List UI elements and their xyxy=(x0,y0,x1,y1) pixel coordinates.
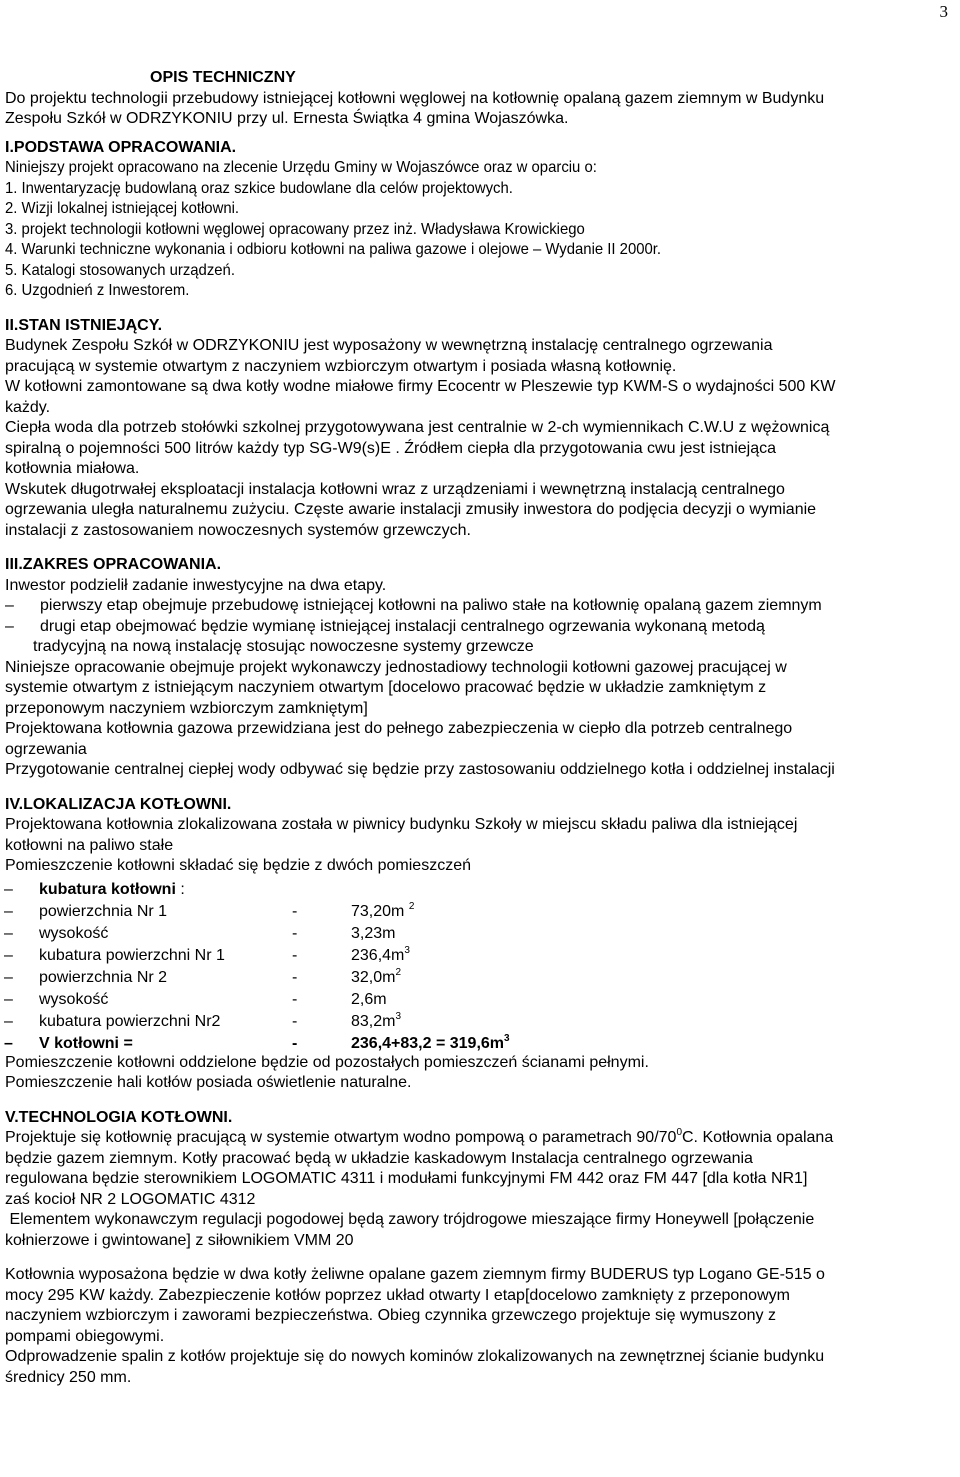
paragraph-line: Projektowana kotłownia gazowa przewidziana jest do pełnego zabezpieczenia w ciepło dla potrzeb centralnego xyxy=(5,720,793,737)
intro-line: Zespołu Szkół w ODRZYKONIU przy ul. Ernesta Świątka 4 gmina Wojaszówka. xyxy=(5,110,569,127)
paragraph-line: Wskutek długotrwałej eksploatacji instalacja kotłowni wraz z urządzeniami i wewnętrzną instalacją centralnego xyxy=(5,480,785,498)
section-heading-stan: II.STAN ISTNIEJĄCY. xyxy=(5,316,163,334)
list-item: 5. Katalogi stosowanych urządzeń. xyxy=(5,261,235,279)
paragraph-line: W kotłowni zamontowane są dwa kotły wodne miałowe firmy Ecocentr w Pleszewie typ KWM-S o wydajności 500 KW xyxy=(5,378,836,395)
document-body xyxy=(5,68,955,1388)
paragraph-line: Pomieszczenie hali kotłów posiada oświetlenie naturalne. xyxy=(5,1074,412,1091)
paragraph-line: Projektowana kotłownia zlokalizowana została w piwnicy budynku Szkoły w miejscu składu paliwa dla istniejącej xyxy=(5,816,798,833)
paragraph-line: Odprowadzenie spalin z kotłów projektuje się do nowych kominów zlokalizowanych na zewnętrznej ścianie budynku xyxy=(5,1348,825,1365)
section-heading-zakres: III.ZAKRES OPRACOWANIA. xyxy=(5,556,222,573)
dash-bullet-icon: – xyxy=(5,597,14,614)
cubature-table xyxy=(4,877,510,1053)
section-lead: Inwestor podzielił zadanie inwestycyjne na dwa etapy. xyxy=(5,576,387,594)
paragraph-line: Elementem wykonawczym regulacji pogodowej będą zawory trójdrogowe mieszające firmy Honeywell [połączenie xyxy=(5,1211,815,1228)
paragraph-line: systemie otwartym z istniejącym naczyniem otwartym [docelowo pracować będzie w układzie zamkniętym z xyxy=(5,679,767,696)
dash-bullet-icon: – xyxy=(4,1034,13,1052)
table-row: – kubatura powierzchni Nr 1 - $236,4m^3$ xyxy=(4,944,410,964)
paragraph-line: ogrzewania uległa naturalnemu zużyciu. Częste awarie instalacji zmusiły inwestora do podjęcia decyzji o wymianie xyxy=(5,501,817,518)
paragraph-line: instalacji z zastosowaniem nowoczesnych systemów grzewczych. xyxy=(5,521,471,539)
cubature-label: kubatura kotłowni xyxy=(39,880,176,898)
paragraph-line: każdy. xyxy=(5,398,51,416)
paragraph-line: Niniejsze opracowanie obejmuje projekt wykonawczy jednostadiowy technologii kotłowni gazowej pracującej w xyxy=(5,658,787,676)
paragraph-line: zaś kocioł NR 2 LOGOMATIC 4312 xyxy=(5,1190,256,1208)
paragraph-line: pracującą w systemie otwartym z naczyniem wzbiorczym otwartym i posiada własną kotłownię. xyxy=(5,357,677,375)
paragraph-line: przeponowym naczyniem wzbiorczym zamkniętym] xyxy=(5,699,368,717)
table-row: – powierzchnia Nr 1 - 73,20m $^2$ xyxy=(4,900,415,920)
table-row: – powierzchnia Nr 2 - $32,0m^2$ xyxy=(4,966,402,986)
table-row: – wysokość - 2,6m xyxy=(4,987,510,1009)
paragraph-line: kotłowni na paliwo stałe xyxy=(5,836,174,854)
list-item: 2. Wizji lokalnej istniejącej kotłowni. xyxy=(5,200,240,217)
paragraph-line: Pomieszczenie kotłowni składać się będzie z dwóch pomieszczeń xyxy=(5,857,471,874)
dash-list-item: – pierwszy etap obejmuje przebudowę istniejącej kotłowni na paliwo stałe na kotłownię opalaną gazem ziemnym xyxy=(5,596,955,617)
paragraph-line: naczyniem wzbiorczym i zaworami bezpieczeństwa. Obieg czynnika grzewczego projektuje się wymuszony z xyxy=(5,1307,776,1324)
page-number: 3 xyxy=(939,2,948,21)
paragraph-line: Ciepła woda dla potrzeb stołówki szkolnej przygotowywana jest centralnie w 2-ch wymiennikach C.W.U z wężownicą xyxy=(5,419,830,436)
paragraph-line: mocy 295 KW każdy. Zabezpieczenie kotłów poprzez układ otwarty I etap[docelowo zamknięty z przeponowym xyxy=(5,1286,790,1304)
dash-bullet-icon: – xyxy=(4,1012,13,1030)
dash-bullet-icon: – xyxy=(4,924,13,942)
table-row: – wysokość - 3,23m xyxy=(4,921,510,943)
table-row: – kubatura powierzchni Nr2 - $83,2m^3$ xyxy=(4,1010,402,1030)
list-item: 3. projekt technologii kotłowni węglowej opracowany przez inż. Władysława Krowickiego xyxy=(5,220,585,238)
dash-bullet-icon: – xyxy=(4,990,13,1008)
paragraph-line: kotłownia miałowa. xyxy=(5,460,140,477)
paragraph-line: Budynek Zespołu Szkół w ODRZYKONIU jest wyposażony w wewnętrzną instalację centralnego ogrzewania xyxy=(5,337,773,354)
section-heading-lokalizacja: IV.LOKALIZACJA KOTŁOWNI. xyxy=(5,795,232,813)
paragraph-line: Kotłownia wyposażona będzie w dwa kotły żeliwne opalane gazem ziemnym firmy BUDERUS typ Logano GE-515 o xyxy=(5,1266,825,1283)
paragraph-line: regulowana będzie sterownikiem LOGOMATIC 4311 i modułami funkcyjnymi FM 442 oraz FM 447 [dla kotła NR1] xyxy=(5,1170,808,1187)
list-item: 4. Warunki techniczne wykonania i odbioru kotłowni na paliwa gazowe i olejowe – Wydanie II 2000r. xyxy=(5,241,662,258)
list-item: 1. Inwentaryzację budowlaną oraz szkice budowlane dla celów projektowych. xyxy=(5,179,513,197)
document-title: OPIS TECHNICZNY xyxy=(150,69,296,86)
intro-line: Do projektu technologii przebudowy istniejącej kotłowni węglowej na kotłownię opalaną gazem ziemnym w Budynku xyxy=(5,89,825,107)
table-row: – kubatura kotłowni : xyxy=(4,877,510,899)
dash-bullet-icon: – xyxy=(4,946,13,964)
section-heading-podstawa: I.PODSTAWA OPRACOWANIA. xyxy=(5,138,237,156)
dash-list-item: – drugi etap obejmować będzie wymianę istniejącej instalacji centralnego ogrzewania wykonaną metodą xyxy=(5,617,955,638)
list-item: 6. Uzgodnień z Inwestorem. xyxy=(5,282,190,299)
paragraph-line: kołnierzowe i gwintowane] z siłownikiem VMM 20 xyxy=(5,1231,354,1249)
dash-bullet-icon: – xyxy=(4,968,13,986)
dash-bullet-icon: – xyxy=(4,902,13,920)
dash-bullet-icon: – xyxy=(4,880,13,898)
dash-list-item-continuation: tradycyjną na nową instalację stosując nowoczesne systemy grzewcze xyxy=(33,638,534,655)
paragraph-line: średnicy 250 mm. xyxy=(5,1368,132,1386)
paragraph-line: będzie gazem ziemnym. Kotły pracować będą w układzie kaskadowym Instalacja centralnego ogrzewania xyxy=(5,1149,753,1167)
paragraph-line: ogrzewania xyxy=(5,740,87,758)
section-lead: Niniejszy projekt opracowano na zlecenie Urzędu Gminy w Wojaszówce oraz w oparciu o: xyxy=(5,159,597,176)
section-heading-technologia: V.TECHNOLOGIA KOTŁOWNI. xyxy=(5,1108,233,1126)
paragraph-line: Pomieszczenie kotłowni oddzielone będzie od pozostałych pomieszczeń ścianami pełnymi. xyxy=(5,1053,649,1071)
paragraph-line: Projektuje się kotłownię pracującą w systemie otwartym wodno pompową o parametrach $90/70^0C$. Kotłownia opalana xyxy=(5,1127,834,1146)
table-row-total: – V kotłowni = - $236,4+83,2 = 319,6m^3$ xyxy=(4,1032,510,1052)
paragraph-line: Przygotowanie centralnej ciepłej wody odbywać się będzie przy zastosowaniu oddzielnego kotła i oddzielnej instalacji xyxy=(5,761,835,778)
dash-bullet-icon: – xyxy=(5,617,14,635)
paragraph-line: spiralną o pojemności 500 litrów każdy typ SG-W9(s)E . Źródłem ciepła dla przygotowania cwu jest istniejąca xyxy=(5,439,776,457)
paragraph-line: pompami obiegowymi. xyxy=(5,1327,165,1345)
